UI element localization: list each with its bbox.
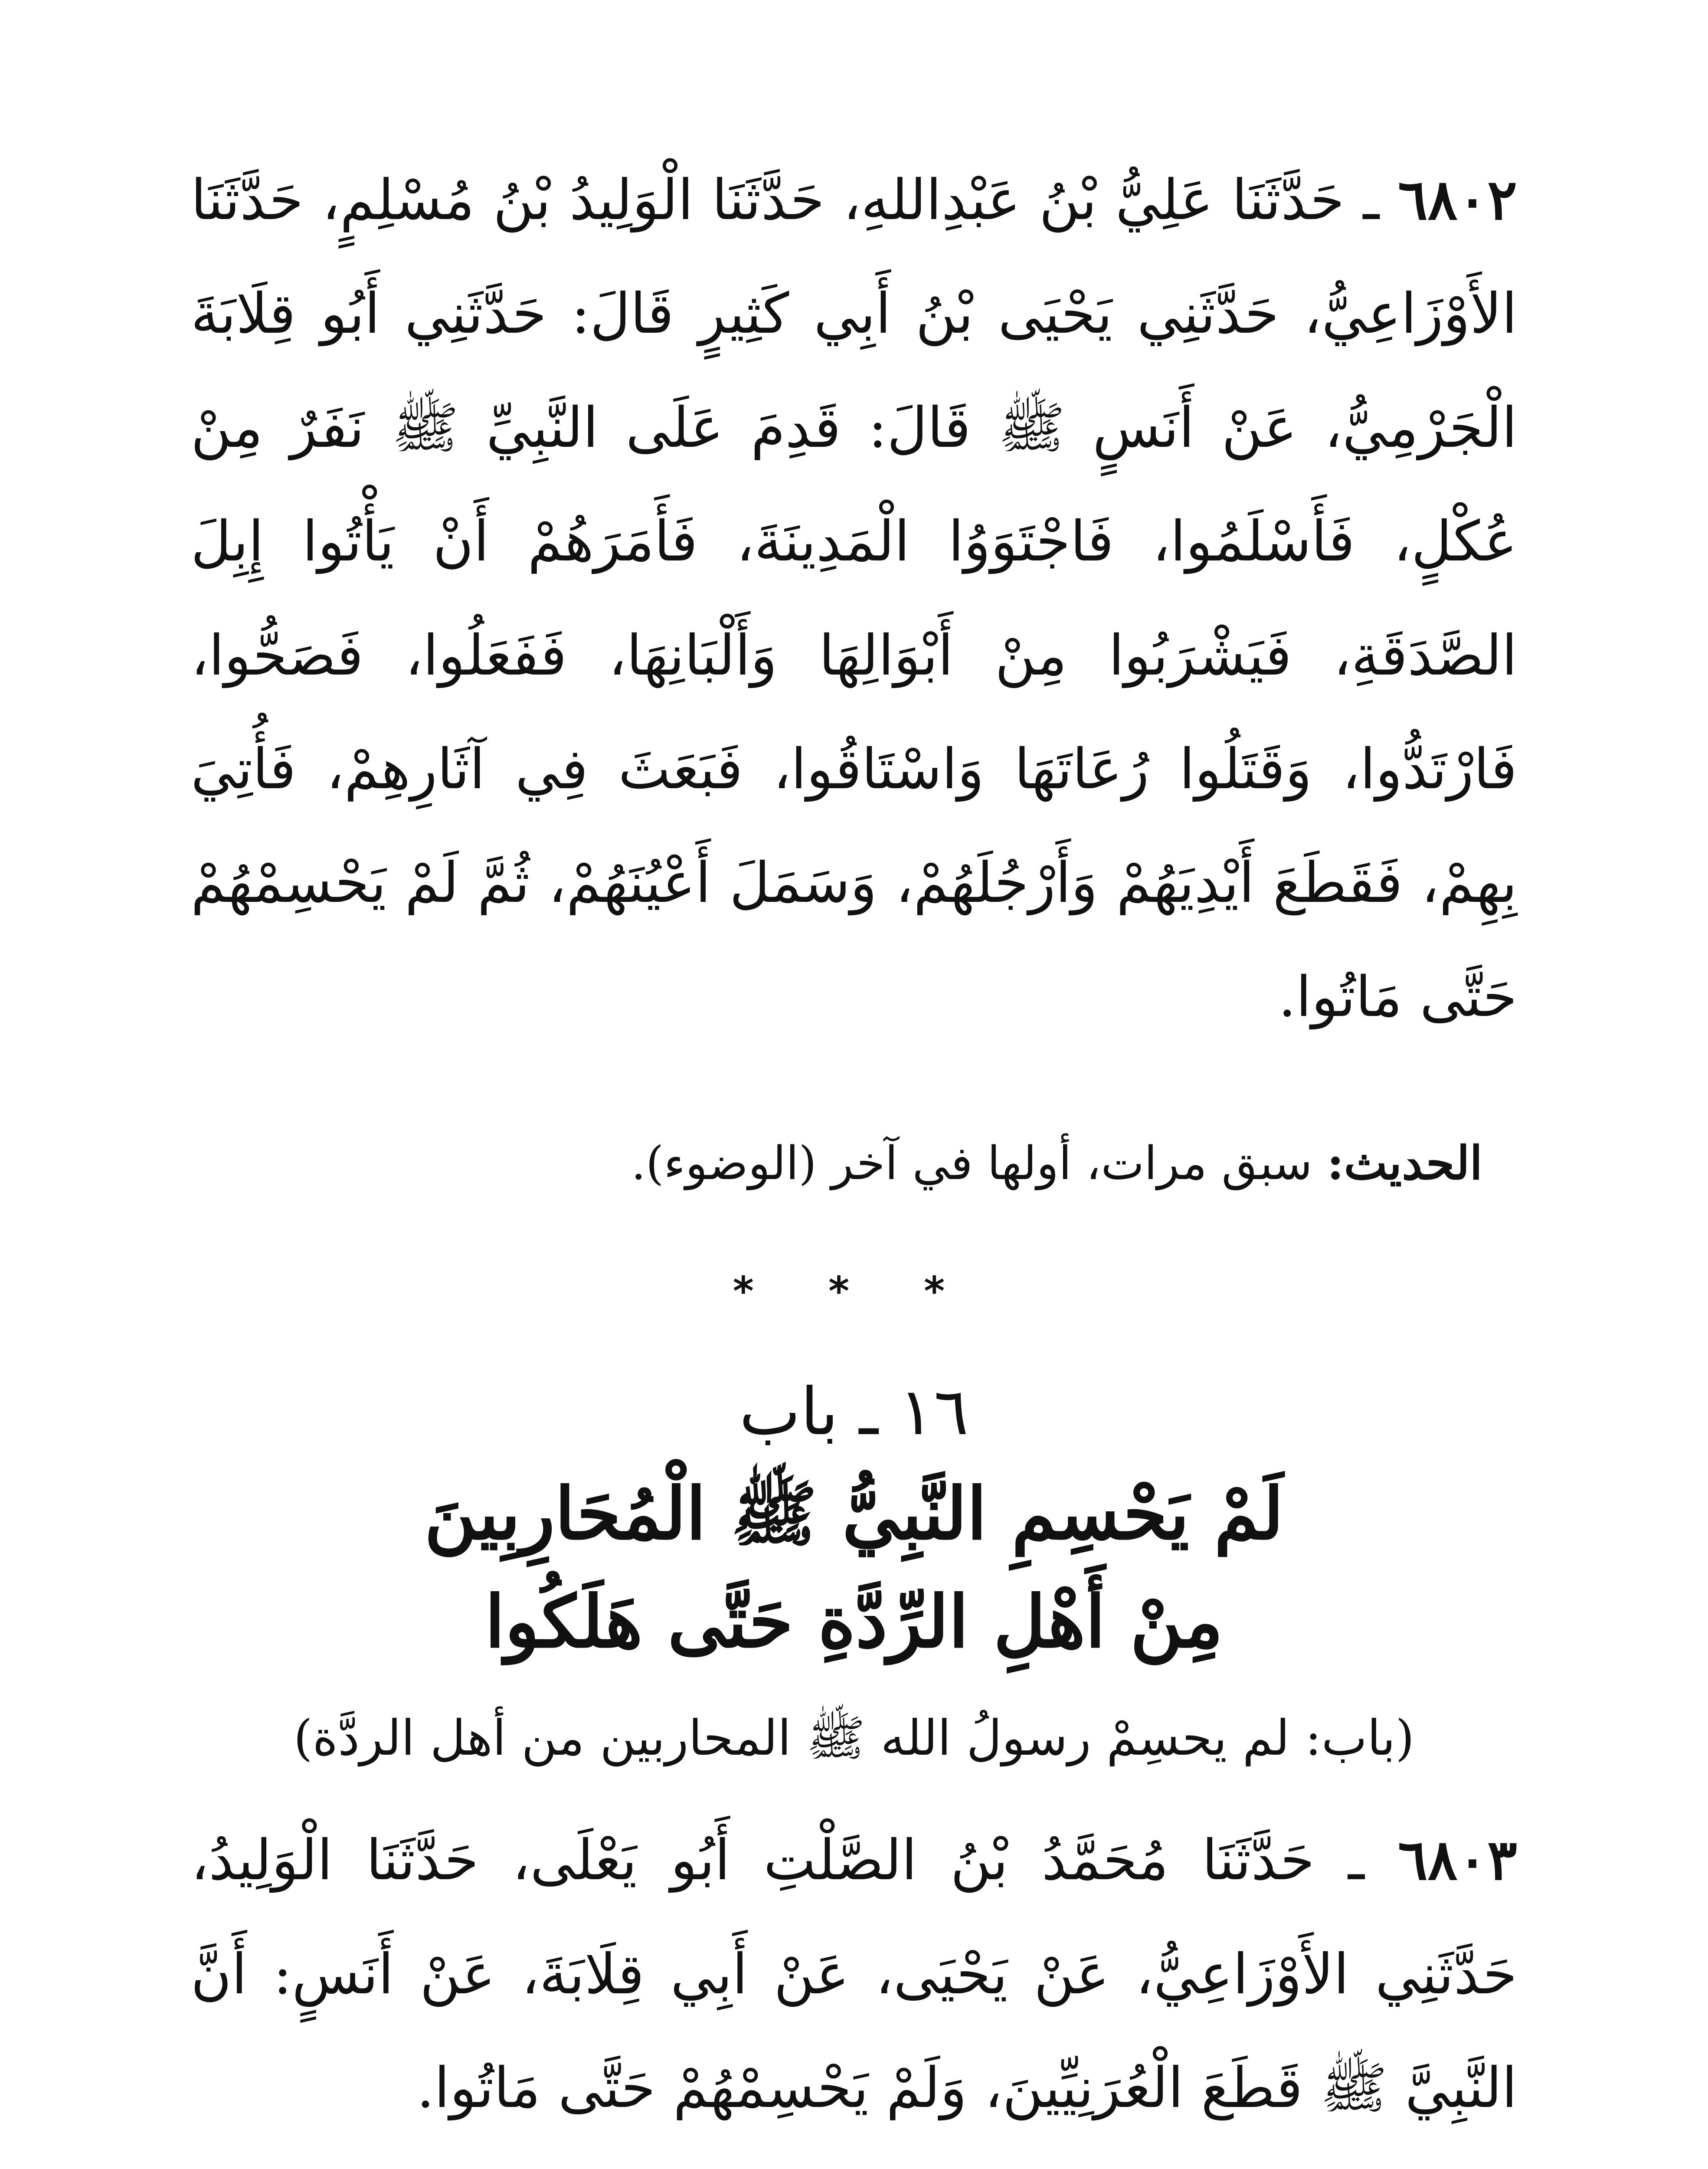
hadith-number: ٦٨٠٢ xyxy=(1398,167,1517,233)
chapter-title-line-2: مِنْ أَهْلِ الرِّدَّةِ حَتَّى هَلَكُوا xyxy=(485,1579,1223,1664)
hadith-6802: ٦٨٠٢ ـ حَدَّثَنَا عَلِيُّ بْنُ عَبْدِاللهِ، حَدَّثَنَا الْوَلِيدُ بْنُ مُسْلِمٍ، حَدَّثَنَا الأَوْزَاعِيُّ، حَدَّثَنِي يَحْيَى بْنُ أَبِي كَثِيرٍ قَالَ: حَدَّثَنِي أَبُو قِلَابَةَ الْجَرْمِيُّ، عَنْ أَنَسٍ ﷺ قَالَ: قَدِمَ عَلَى النَّبِيِّ ﷺ نَفَرٌ مِنْ عُكْلٍ، فَأَسْلَمُوا، فَاجْتَوَوُا الْمَدِينَةَ، فَأَمَرَهُمْ أَنْ يَأْتُوا إِبِلَ الصَّدَقَةِ، فَيَشْرَبُوا مِنْ أَبْوَالِهَا وَأَلْبَانِهَا، فَفَعَلُوا، فَصَحُّوا، فَارْتَدُّوا، وَقَتَلُوا رُعَاتَهَا وَاسْتَاقُوا، فَبَعَثَ فِي آثَارِهِمْ، فَأُتِيَ بِهِمْ، فَقَطَعَ أَيْدِيَهُمْ وَأَرْجُلَهُمْ، وَسَمَلَ أَعْيُنَهُمْ، ثُمَّ لَمْ يَحْسِمْهُمْ حَتَّى مَاتُوا. xyxy=(191,167,1517,1029)
hadith-6802-note xyxy=(191,1119,1482,1207)
chapter-number: ١٦ ـ باب xyxy=(739,1374,969,1450)
chapter-title-line-1: لَمْ يَحْسِمِ النَّبِيُّ ﷺ الْمُحَارِبِينَ xyxy=(424,1471,1284,1556)
note-text: سبق مرات، أولها في آخر (الوضوء). xyxy=(631,1137,1312,1190)
hadith-text: حَدَّثَنَا مُحَمَّدُ بْنُ الصَّلْتِ أَبُو يَعْلَى، حَدَّثَنَا الْوَلِيدُ، حَدَّثَنِي الأَوْزَاعِيُّ، عَنْ يَحْيَى، عَنْ أَبِي قِلَابَةَ، عَنْ أَنَسٍ: أَنَّ النَّبِيَّ ﷺ قَطَعَ الْعُرَنِيِّينَ، وَلَمْ يَحْسِمْهُمْ حَتَّى مَاتُوا. xyxy=(191,1828,1517,2120)
note-label: الحديث: xyxy=(1327,1136,1482,1190)
chapter-subtitle: (باب: لم يحسِمْ رسولُ الله ﷺ المحاربين من أهل الردَّة) xyxy=(293,1710,1415,1767)
hadith-6803: ٦٨٠٣ ـ حَدَّثَنَا مُحَمَّدُ بْنُ الصَّلْتِ أَبُو يَعْلَى، حَدَّثَنَا الْوَلِيدُ، حَدَّثَنِي الأَوْزَاعِيُّ، عَنْ يَحْيَى، عَنْ أَبِي قِلَابَةَ، عَنْ أَنَسٍ: أَنَّ النَّبِيَّ ﷺ قَطَعَ الْعُرَنِيِّينَ، وَلَمْ يَحْسِمْهُمْ حَتَّى مَاتُوا. xyxy=(191,1828,1518,2120)
hadith-number: ٦٨٠٣ xyxy=(1398,1828,1518,1893)
hadith-text: حَدَّثَنَا عَلِيُّ بْنُ عَبْدِاللهِ، حَدَّثَنَا الْوَلِيدُ بْنُ مُسْلِمٍ، حَدَّثَنَا الأَوْزَاعِيُّ، حَدَّثَنِي يَحْيَى بْنُ أَبِي كَثِيرٍ قَالَ: حَدَّثَنِي أَبُو قِلَابَةَ الْجَرْمِيُّ، عَنْ أَنَسٍ ﷺ قَالَ: قَدِمَ عَلَى النَّبِيِّ ﷺ نَفَرٌ مِنْ عُكْلٍ، فَأَسْلَمُوا، فَاجْتَوَوُا الْمَدِينَةَ، فَأَمَرَهُمْ أَنْ يَأْتُوا إِبِلَ الصَّدَقَةِ، فَيَشْرَبُوا مِنْ أَبْوَالِهَا وَأَلْبَانِهَا، فَفَعَلُوا، فَصَحُّوا، فَارْتَدُّوا، وَقَتَلُوا رُعَاتَهَا وَاسْتَاقُوا، فَبَعَثَ فِي آثَارِهِمْ، فَأُتِيَ بِهِمْ، فَقَطَعَ أَيْدِيَهُمْ وَأَرْجُلَهُمْ، وَسَمَلَ أَعْيُنَهُمْ، ثُمَّ لَمْ يَحْسِمْهُمْ حَتَّى مَاتُوا. xyxy=(191,168,1517,1029)
section-separator: * * * xyxy=(733,1268,975,1314)
